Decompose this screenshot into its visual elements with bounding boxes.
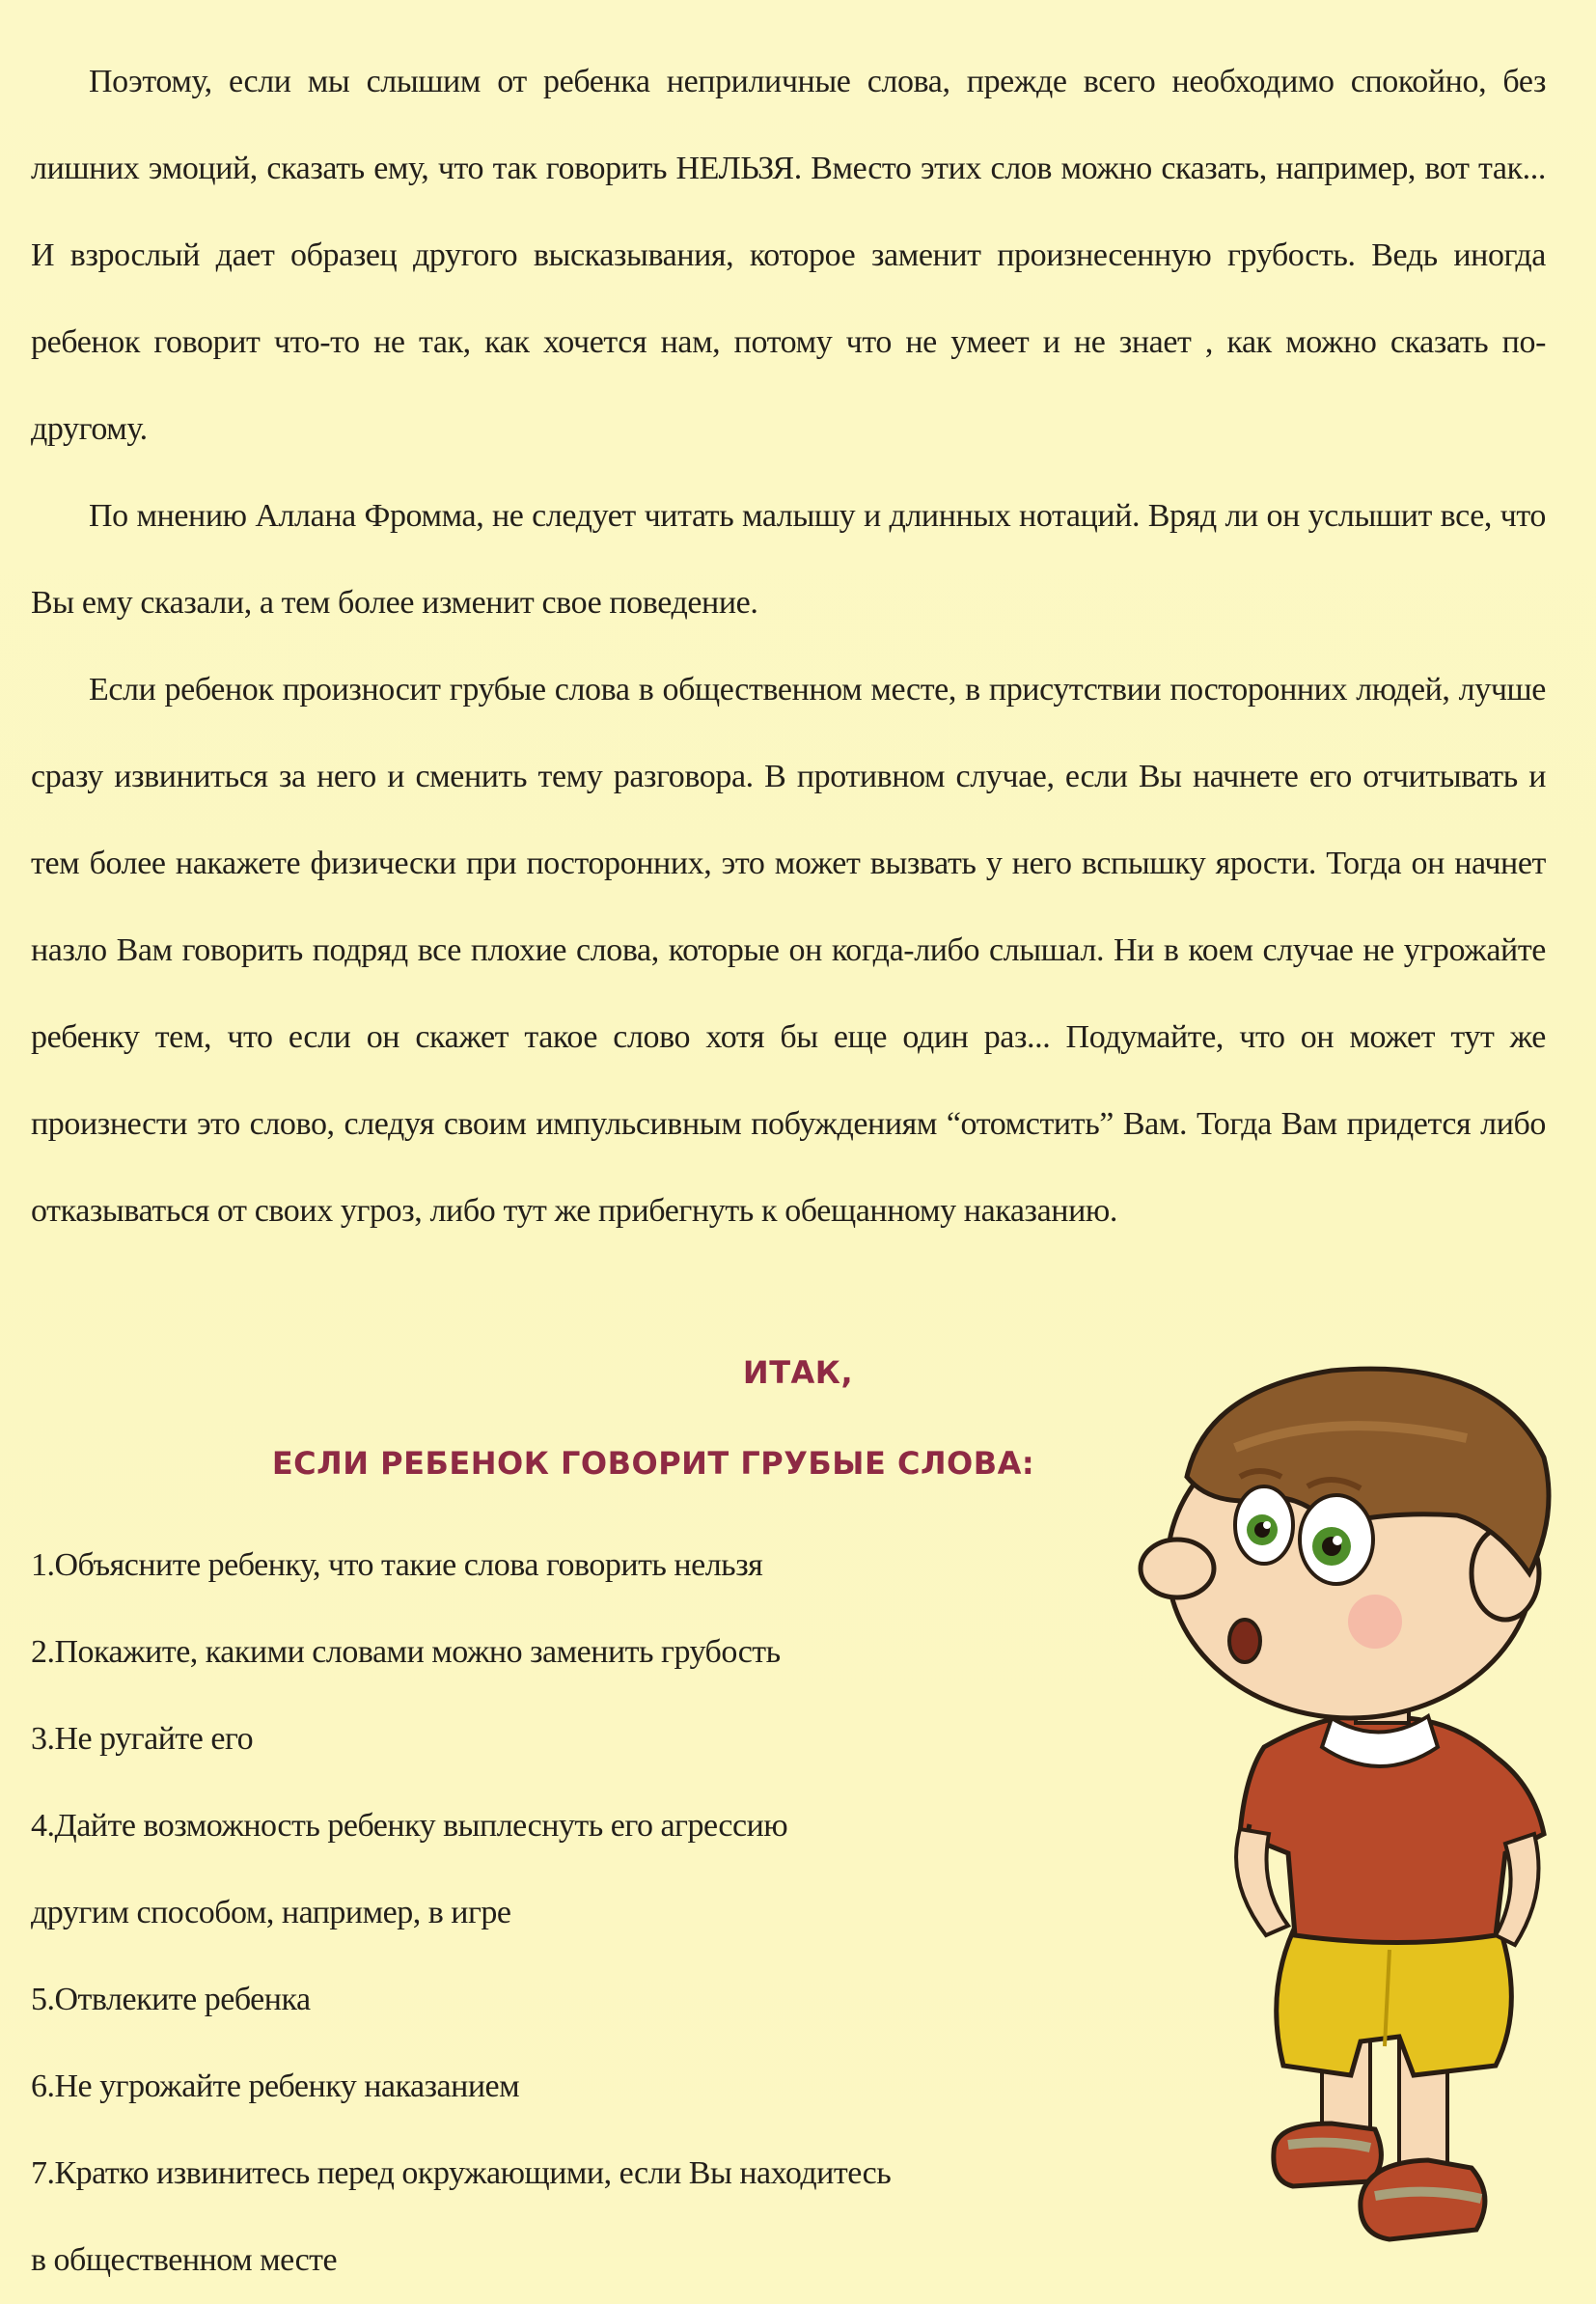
list-item: в общественном месте xyxy=(31,2242,338,2278)
cartoon-boy-illustration xyxy=(1042,1332,1582,2257)
list-item: 4.Дайте возможность ребенку выплеснуть его агрессию xyxy=(31,1808,788,1844)
heading-subtitle: ЕСЛИ РЕБЕНОК ГОВОРИТ ГРУБЫЕ СЛОВА: xyxy=(271,1445,1035,1482)
list-item: 3.Не ругайте его xyxy=(31,1721,254,1757)
list-item: 7.Кратко извинитесь перед окружающими, если Вы находитесь xyxy=(31,2155,892,2191)
list-item: 5.Отвлеките ребенка xyxy=(31,1982,311,2017)
article-text xyxy=(31,39,1546,1255)
list-item: 1.Объясните ребенку, что такие слова говорить нельзя xyxy=(31,1547,763,1583)
list-item: 6.Не угрожайте ребенку наказанием xyxy=(31,2068,520,2104)
paragraph-1: Поэтому, если мы слышим от ребенка неприличные слова, прежде всего необходимо спокойно, без лишних эмоций, сказать ему, что так говорить НЕЛЬЗЯ. Вместо этих слов можно сказать, например, вот так... И взрослый дает образец другого высказывания, которое заменит произнесенную грубость. Ведь иногда ребенок говорит что-то не так, как хочется нам, потому что не умеет и не знает , как можно сказать по-другому. xyxy=(31,64,1546,447)
paragraph-2: По мнению Аллана Фромма, не следует читать малышу и длинных нотаций. Вряд ли он услышит все, что Вы ему сказали, а тем более изменит свое поведение. xyxy=(31,498,1546,621)
heading-itak: ИТАК, xyxy=(742,1354,854,1391)
list-item: другим способом, например, в игре xyxy=(31,1895,511,1930)
list-item: 2.Покажите, какими словами можно заменить грубость xyxy=(31,1634,781,1670)
tips-list xyxy=(31,1522,1054,2304)
paragraph-3: Если ребенок произносит грубые слова в общественном месте, в присутствии посторонних людей, лучше сразу извиниться за него и сменить тему разговора. В противном случае, если Вы начнете его отчитывать и тем более накажете физически при посторонних, это может вызвать у него вспышку ярости. Тогда он начнет назло Вам говорить подряд все плохие слова, которые он когда-либо слышал. Ни в коем случае не угрожайте ребенку тем, что если он скажет такое слово хотя бы еще один раз... Подумайте, что он может тут же произнести это слово, следуя своим импульсивным побуждениям “отомстить” Вам. Тогда Вам придется либо отказываться от своих угроз, либо тут же прибегнуть к обещанному наказанию. xyxy=(31,672,1546,1229)
